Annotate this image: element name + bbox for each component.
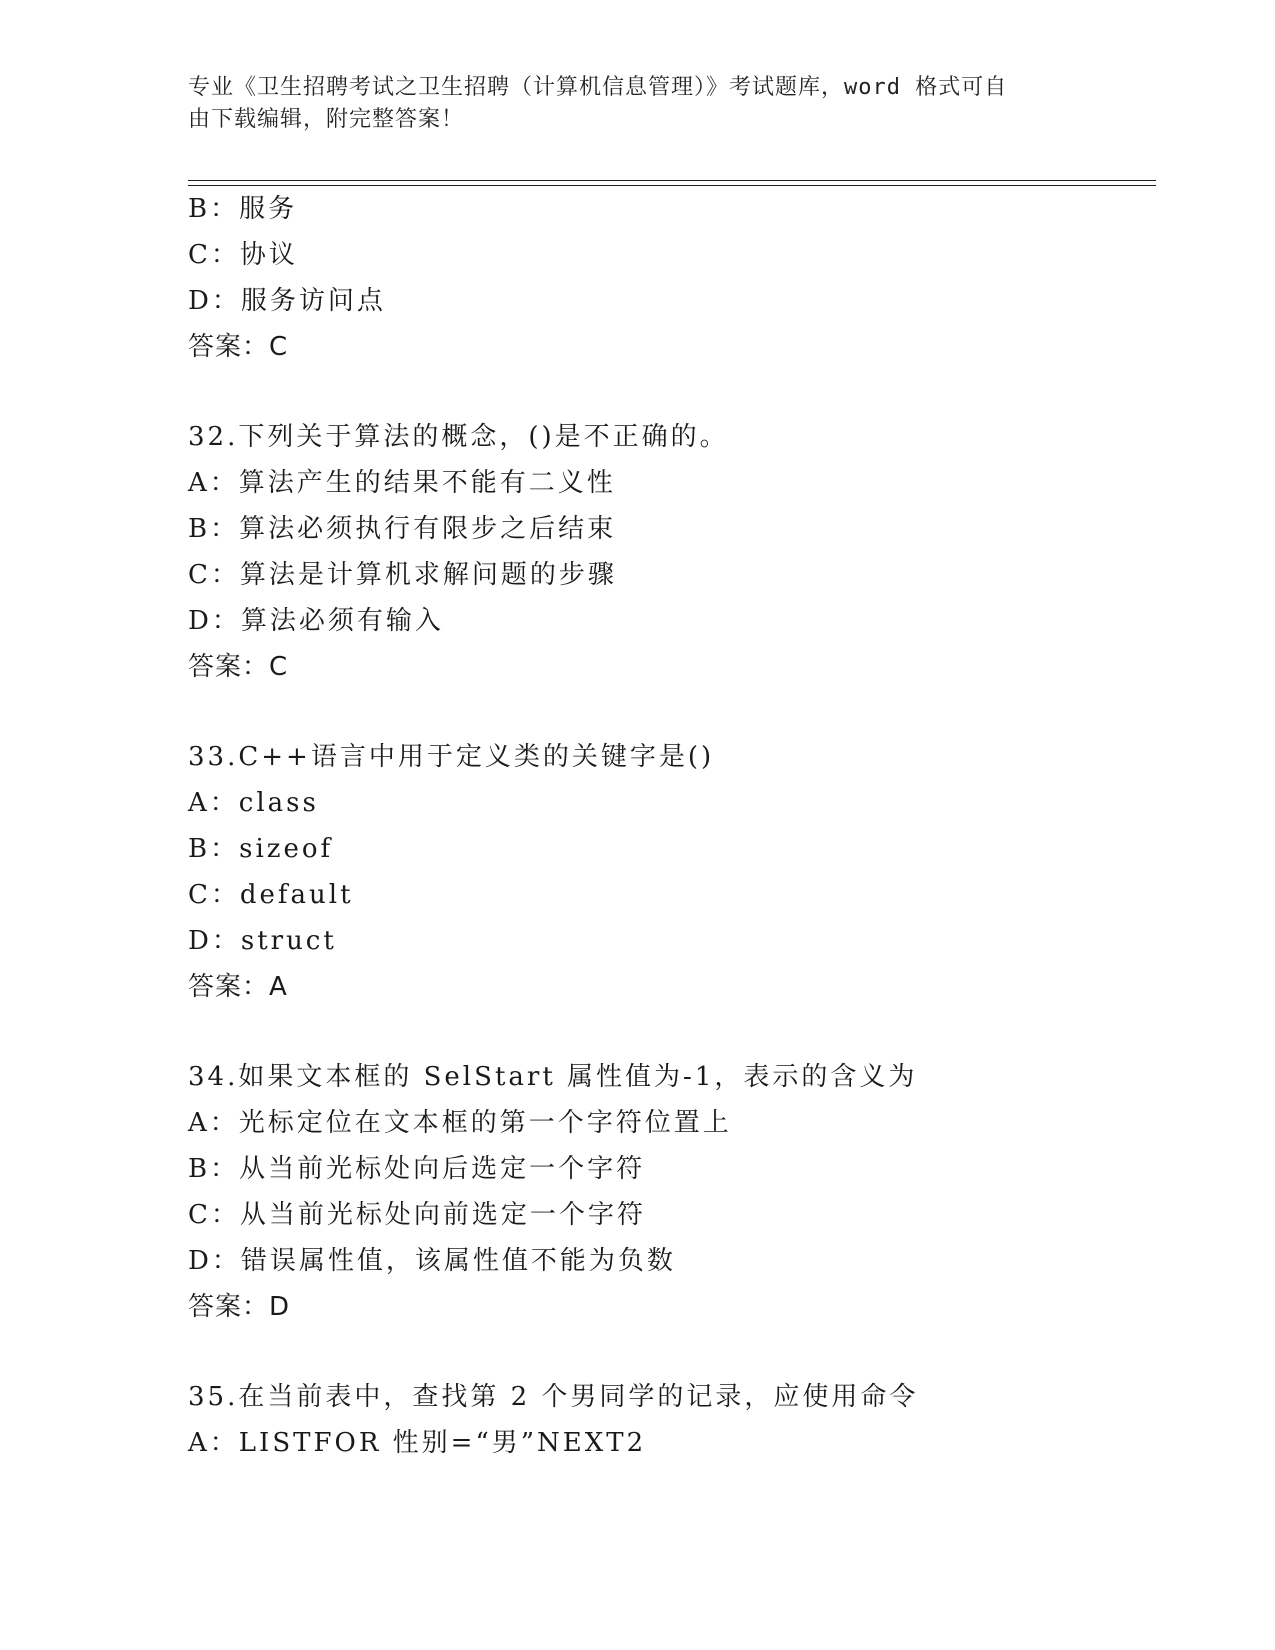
document-header: [188, 72, 1088, 136]
option-b: B：sizeof: [188, 834, 334, 864]
option-d: D：算法必须有输入: [188, 606, 444, 636]
option-a: A：class: [188, 788, 319, 818]
option-a: A：光标定位在文本框的第一个字符位置上: [188, 1108, 732, 1138]
answer: 答案：A: [188, 972, 288, 1002]
answer: 答案：C: [188, 332, 289, 362]
question-34: [188, 1054, 1148, 1330]
question-text: 32.下列关于算法的概念，()是不正确的。: [188, 422, 729, 452]
option-a: A：LISTFOR 性别=“男”NEXT2: [188, 1428, 647, 1458]
header-divider-top: [188, 180, 1156, 181]
spacer: [188, 1330, 1148, 1374]
question-text: 35.在当前表中，查找第 2 个男同学的记录，应使用命令: [188, 1382, 919, 1412]
question-32: [188, 414, 1148, 690]
question-33: [188, 734, 1148, 1010]
option-b: B：从当前光标处向后选定一个字符: [188, 1154, 646, 1184]
spacer: [188, 1010, 1148, 1054]
header-line-1: 专业《卫生招聘考试之卫生招聘（计算机信息管理）》考试题库，word 格式可自: [188, 75, 1008, 100]
option-b: B：算法必须执行有限步之后结束: [188, 514, 617, 544]
spacer: [188, 370, 1148, 414]
question-31: [188, 186, 1148, 370]
question-text: 33.C++语言中用于定义类的关键字是(): [188, 742, 715, 772]
option-b: B：服务: [188, 194, 298, 224]
option-d: D：struct: [188, 926, 337, 956]
option-d: D：服务访问点: [188, 286, 386, 316]
option-c: C：default: [188, 880, 354, 910]
option-c: C：协议: [188, 240, 298, 270]
answer: 答案：D: [188, 1292, 291, 1322]
option-d: D：错误属性值，该属性值不能为负数: [188, 1246, 676, 1276]
option-c: C：从当前光标处向前选定一个字符: [188, 1200, 646, 1230]
header-line-2: 由下载编辑，附完整答案！: [188, 107, 465, 132]
question-35: [188, 1374, 1148, 1466]
question-text: 34.如果文本框的 SelStart 属性值为-1，表示的含义为: [188, 1062, 918, 1092]
answer: 答案：C: [188, 652, 289, 682]
option-c: C：算法是计算机求解问题的步骤: [188, 560, 617, 590]
question-list: [188, 186, 1148, 1466]
spacer: [188, 690, 1148, 734]
option-a: A：算法产生的结果不能有二义性: [188, 468, 616, 498]
